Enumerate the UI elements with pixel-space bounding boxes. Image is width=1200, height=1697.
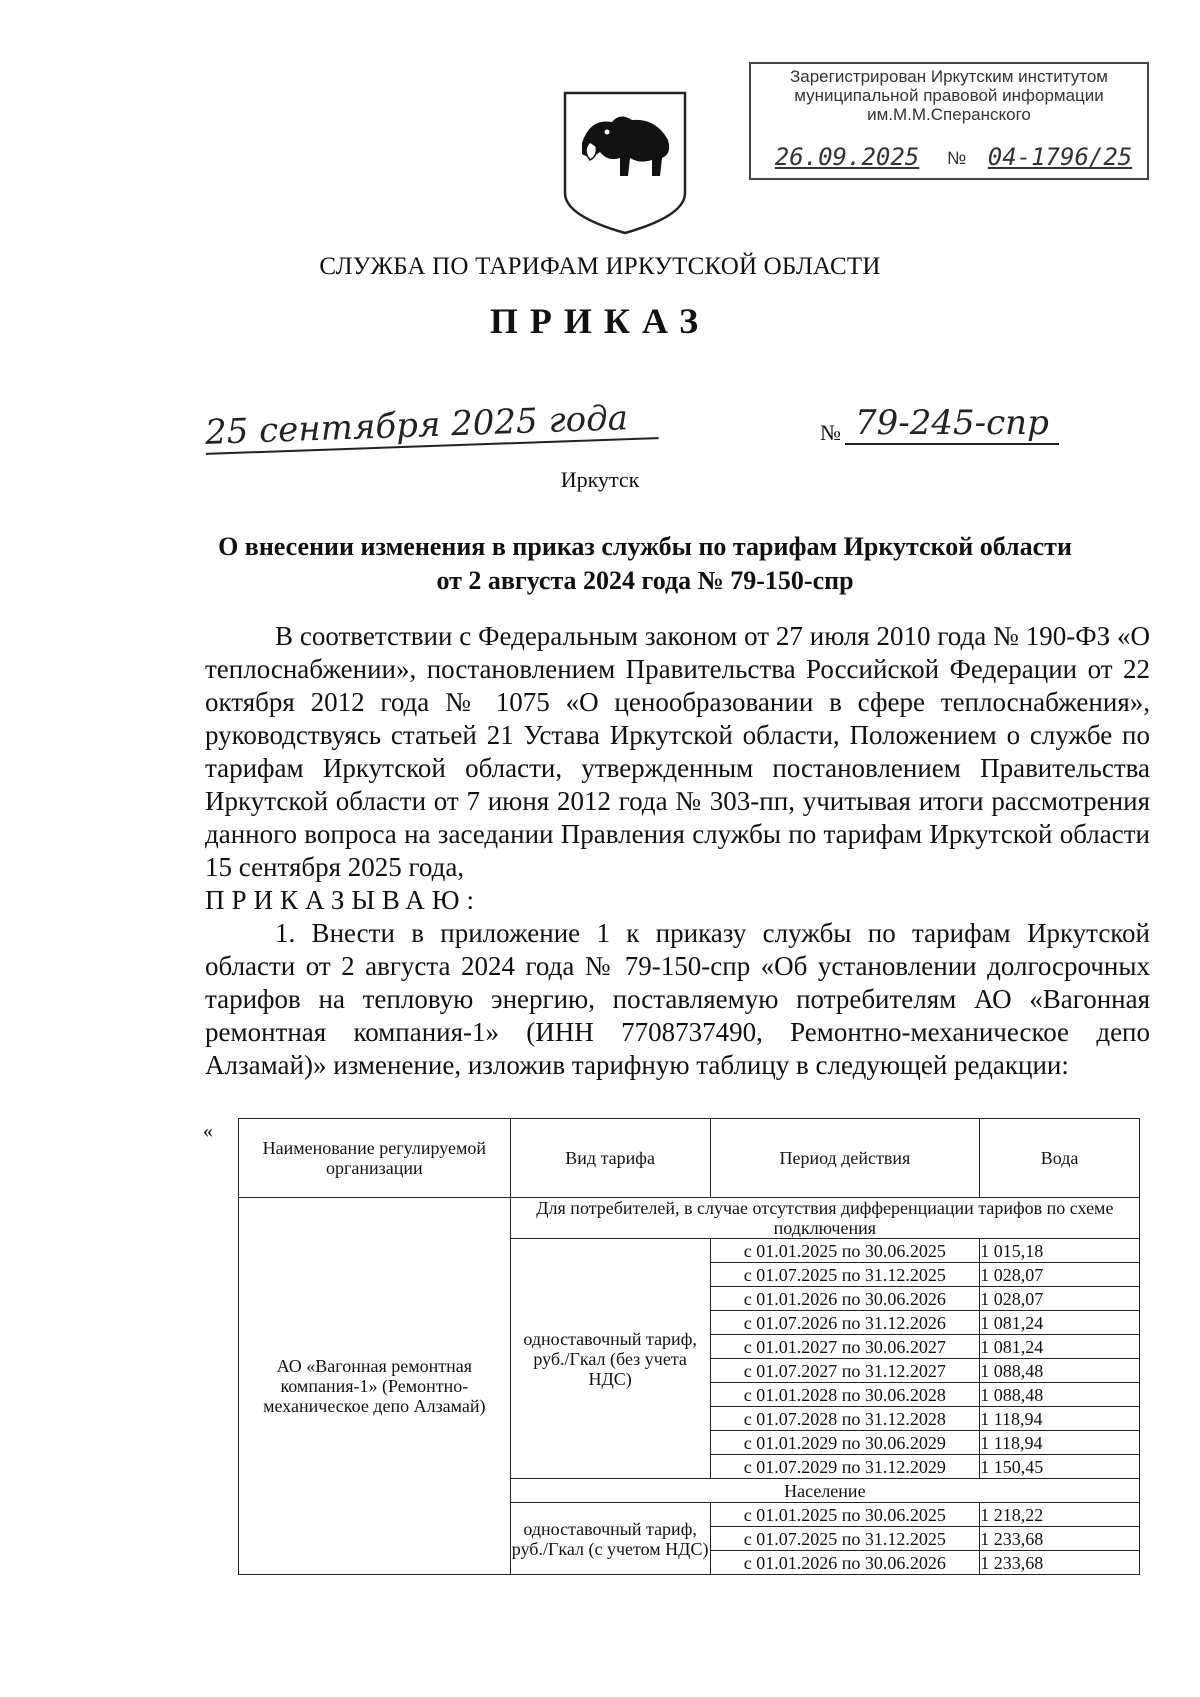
period-cell: с 01.01.2028 по 30.06.2028 (710, 1383, 980, 1407)
value-cell: 1 081,24 (980, 1335, 1140, 1359)
city: Иркутск (560, 467, 640, 492)
agency-name: СЛУЖБА ПО ТАРИФАМ ИРКУТСКОЙ ОБЛАСТИ (319, 253, 881, 280)
stamp-date: 26.09.2025 (774, 143, 920, 171)
period-cell: с 01.07.2027 по 31.12.2027 (710, 1359, 980, 1383)
stamp-number-label: № (947, 148, 967, 168)
document-type: ПРИКАЗ (489, 301, 711, 341)
title-line: от 2 августа 2024 года № 79-150-спр (436, 566, 854, 595)
period-cell: с 01.07.2028 по 31.12.2028 (710, 1407, 980, 1431)
value-cell: 1 088,48 (980, 1383, 1140, 1407)
order-number-label: № (820, 420, 841, 445)
stamp-line: Зарегистрирован Иркутским институтом (789, 67, 1108, 86)
period-cell: с 01.01.2026 по 30.06.2026 (710, 1551, 980, 1575)
value-cell: 1 233,68 (980, 1551, 1140, 1575)
value-cell: 1 118,94 (980, 1431, 1140, 1455)
period-cell: с 01.01.2025 по 30.06.2025 (710, 1503, 980, 1527)
value-cell: 1 088,48 (980, 1359, 1140, 1383)
value-cell: 1 218,22 (980, 1503, 1140, 1527)
header-tariff-type: Вид тарифа (510, 1119, 710, 1198)
value-cell: 1 015,18 (980, 1239, 1140, 1263)
period-cell: с 01.01.2025 по 30.06.2025 (710, 1239, 980, 1263)
value-cell: 1 150,45 (980, 1455, 1140, 1479)
value-cell: 1 118,94 (980, 1407, 1140, 1431)
stamp-line: им.М.М.Сперанского (867, 105, 1031, 124)
period-cell: с 01.07.2025 по 31.12.2025 (710, 1527, 980, 1551)
document-title (120, 530, 1170, 598)
coat-of-arms-icon (560, 88, 690, 238)
period-cell: с 01.07.2026 по 31.12.2026 (710, 1311, 980, 1335)
document-body (205, 620, 1150, 1082)
title-line: О внесении изменения в приказ службы по тарифам Иркутской области (218, 532, 1072, 561)
tariff-type-cell: одноставочный тариф, руб./Гкал (без учета НДС) (510, 1239, 710, 1479)
stamp-text (751, 67, 1147, 124)
period-cell: с 01.01.2026 по 30.06.2026 (710, 1287, 980, 1311)
period-cell: с 01.01.2027 по 30.06.2027 (710, 1335, 980, 1359)
period-cell: с 01.07.2025 по 31.12.2025 (710, 1263, 980, 1287)
value-cell: 1 028,07 (980, 1263, 1140, 1287)
order-number: 79-245-спр (845, 403, 1059, 445)
opening-quote: « (203, 1120, 213, 1142)
preamble-paragraph: В соответствии с Федеральным законом от 27 июля 2010 года № 190-ФЗ «О теплоснабжении», постановлением Правительства Российской Федерации от 22 октября 2012 года № 1075 «О ценообразовании в сфере теплоснабжения», руководствуясь статьей 21 Устава Иркутской области, Положением о службе по тарифам Иркутской области, утвержденным постановлением Правительства Иркутской области от 7 июня 2012 года № 303-пп, учитывая итоги рассмотрения данного вопроса на заседании Правления службы по тарифам Иркутской области 15 сентября 2025 года, (205, 621, 1150, 882)
section-label: Для потребителей, в случае отсутствия дифференциации тарифов по схеме подключения (510, 1198, 1139, 1239)
value-cell: 1 081,24 (980, 1311, 1140, 1335)
header-org: Наименование регулируемой организации (239, 1119, 511, 1198)
header-water: Вода (980, 1119, 1140, 1198)
tariff-type-cell: одноставочный тариф, руб./Гкал (с учетом НДС) (510, 1503, 710, 1575)
section-row (239, 1198, 1140, 1239)
section-label: Население (510, 1479, 1139, 1503)
value-cell: 1 028,07 (980, 1287, 1140, 1311)
signed-date: 25 сентября 2025 года (204, 397, 658, 455)
value-cell: 1 233,68 (980, 1527, 1140, 1551)
period-cell: с 01.07.2029 по 31.12.2029 (710, 1455, 980, 1479)
organization-cell: АО «Вагонная ремонтная компания-1» (Ремонтно-механическое депо Алзамай) (239, 1198, 511, 1575)
stamp-number: 04-1796/25 (987, 143, 1133, 171)
period-cell: с 01.01.2029 по 30.06.2029 (710, 1431, 980, 1455)
header-period: Период действия (710, 1119, 980, 1198)
directive: ПРИКАЗЫВАЮ: (205, 885, 481, 915)
item-1-paragraph: 1. Внести в приложение 1 к приказу службы по тарифам Иркутской области от 2 августа 2024 года № 79-150-спр «Об установлении долгосрочных тарифов на тепловую энергию, поставляемую потребителям АО «Вагонная ремонтная компания-1» (ИНН 7708737490, Ремонтно-механическое депо Алзамай)» изменение, изложив тарифную таблицу в следующей редакции: (205, 918, 1150, 1080)
stamp-line: муниципальной правовой информации (794, 86, 1104, 105)
tariff-table (238, 1118, 1140, 1575)
table-header-row (239, 1119, 1140, 1198)
